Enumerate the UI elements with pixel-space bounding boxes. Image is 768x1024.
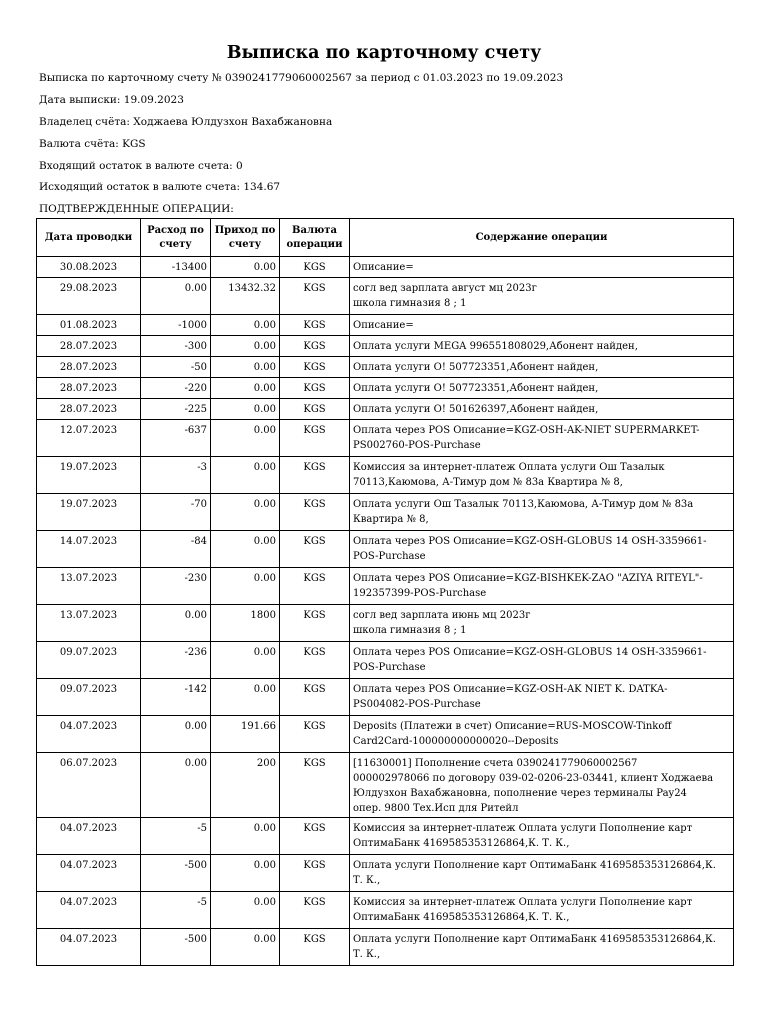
- cell-currency: KGS: [280, 642, 350, 679]
- cell-currency: KGS: [280, 716, 350, 753]
- cell-description: Оплата через POS Описание=KGZ-OSH-AK-NIET SUPERMARKET- PS002760-POS-Purchase: [350, 420, 734, 457]
- cell-debit: -13400: [141, 257, 211, 278]
- cell-description: Оплата услуги О! 501626397,Абонент найден,: [350, 399, 734, 420]
- cell-description: Оплата через POS Описание=KGZ-OSH-AK NIET K. DATKA- PS004082-POS-Purchase: [350, 679, 734, 716]
- cell-description: Оплата через POS Описание=KGZ-OSH-GLOBUS 14 OSH-3359661- POS-Purchase: [350, 642, 734, 679]
- cell-date: 28.07.2023: [37, 357, 141, 378]
- closing-balance-line: Исходящий остаток в валюте счета: 134.67: [39, 181, 281, 193]
- cell-date: 30.08.2023: [37, 257, 141, 278]
- cell-currency: KGS: [280, 892, 350, 929]
- cell-description: Описание=: [350, 257, 734, 278]
- cell-credit: 0.00: [211, 818, 280, 855]
- cell-credit: 0.00: [211, 399, 280, 420]
- cell-credit: 0.00: [211, 378, 280, 399]
- confirmed-operations-label: ПОДТВЕРЖДЕННЫЕ ОПЕРАЦИИ:: [39, 203, 234, 215]
- statement-date-line: Дата выписки: 19.09.2023: [39, 94, 184, 106]
- header-debit: Расход по счету: [141, 219, 211, 257]
- table-row: [37, 494, 734, 531]
- cell-date: 09.07.2023: [37, 642, 141, 679]
- header-row: [37, 219, 734, 257]
- cell-debit: -236: [141, 642, 211, 679]
- table-row: [37, 568, 734, 605]
- table-row: [37, 378, 734, 399]
- cell-credit: 13432.32: [211, 278, 280, 315]
- cell-credit: 0.00: [211, 679, 280, 716]
- cell-debit: -142: [141, 679, 211, 716]
- cell-currency: KGS: [280, 929, 350, 966]
- cell-date: 28.07.2023: [37, 336, 141, 357]
- table-row: [37, 892, 734, 929]
- cell-credit: 0.00: [211, 257, 280, 278]
- cell-debit: -220: [141, 378, 211, 399]
- cell-credit: 0.00: [211, 457, 280, 494]
- cell-currency: KGS: [280, 357, 350, 378]
- cell-credit: 0.00: [211, 531, 280, 568]
- cell-debit: 0.00: [141, 716, 211, 753]
- cell-description: Оплата услуги Ош Тазалык 70113,Каюмова, А-Тимур дом № 83а Квартира № 8,: [350, 494, 734, 531]
- cell-date: 19.07.2023: [37, 457, 141, 494]
- cell-date: 28.07.2023: [37, 399, 141, 420]
- table-row: [37, 457, 734, 494]
- table-row: [37, 357, 734, 378]
- table-row: [37, 531, 734, 568]
- header-credit: Приход по счету: [211, 219, 280, 257]
- cell-date: 04.07.2023: [37, 818, 141, 855]
- table-row: [37, 336, 734, 357]
- cell-debit: -500: [141, 929, 211, 966]
- cell-debit: -637: [141, 420, 211, 457]
- cell-date: 04.07.2023: [37, 892, 141, 929]
- cell-description: Оплата через POS Описание=KGZ-OSH-GLOBUS 14 OSH-3359661- POS-Purchase: [350, 531, 734, 568]
- cell-currency: KGS: [280, 336, 350, 357]
- cell-debit: -5: [141, 818, 211, 855]
- cell-description: Комиссия за интернет-платеж Оплата услуги Пополнение карт ОптимаБанк 4169585353126864,К. Т. К.,: [350, 818, 734, 855]
- operations-table-body: [37, 257, 734, 966]
- cell-description: [11630001] Пополнение счета 0390241779060002567 000002978066 по договору 039-02-0206-23-03441, клиент Ходжаева Юлдузхон Вахабжановна, пополнение через терминалы Pay24 опер. 9800 Тех.Исп для Ритейл: [350, 753, 734, 818]
- header-currency: Валюта операции: [280, 219, 350, 257]
- cell-credit: 0.00: [211, 855, 280, 892]
- cell-date: 13.07.2023: [37, 568, 141, 605]
- cell-date: 04.07.2023: [37, 716, 141, 753]
- cell-currency: KGS: [280, 605, 350, 642]
- cell-debit: -50: [141, 357, 211, 378]
- table-row: [37, 642, 734, 679]
- table-row: [37, 818, 734, 855]
- cell-description: согл вед зарплата август мц 2023г школа гимназия 8 ; 1: [350, 278, 734, 315]
- cell-description: Описание=: [350, 315, 734, 336]
- table-row: [37, 716, 734, 753]
- cell-description: Оплата услуги MEGA 996551808029,Абонент найден,: [350, 336, 734, 357]
- table-row: [37, 399, 734, 420]
- cell-date: 01.08.2023: [37, 315, 141, 336]
- cell-date: 29.08.2023: [37, 278, 141, 315]
- cell-date: 13.07.2023: [37, 605, 141, 642]
- cell-credit: 0.00: [211, 357, 280, 378]
- cell-currency: KGS: [280, 753, 350, 818]
- cell-debit: -225: [141, 399, 211, 420]
- cell-description: Оплата услуги Пополнение карт ОптимаБанк 4169585353126864,К. Т. К.,: [350, 855, 734, 892]
- cell-credit: 1800: [211, 605, 280, 642]
- cell-description: согл вед зарплата июнь мц 2023г школа гимназия 8 ; 1: [350, 605, 734, 642]
- cell-description: Оплата услуги О! 507723351,Абонент найден,: [350, 357, 734, 378]
- cell-date: 09.07.2023: [37, 679, 141, 716]
- cell-credit: 0.00: [211, 336, 280, 357]
- cell-debit: -70: [141, 494, 211, 531]
- cell-description: Оплата через POS Описание=KGZ-BISHKEK-ZAO "AZIYA RITEYL"- 192357399-POS-Purchase: [350, 568, 734, 605]
- cell-debit: 0.00: [141, 753, 211, 818]
- account-currency-line: Валюта счёта: KGS: [39, 138, 146, 150]
- cell-credit: 0.00: [211, 642, 280, 679]
- cell-date: 28.07.2023: [37, 378, 141, 399]
- operations-table: [36, 218, 734, 966]
- cell-currency: KGS: [280, 420, 350, 457]
- account-owner-line: Владелец счёта: Ходжаева Юлдузхон Вахабжановна: [39, 116, 333, 128]
- header-date: Дата проводки: [37, 219, 141, 257]
- cell-currency: KGS: [280, 531, 350, 568]
- cell-currency: KGS: [280, 457, 350, 494]
- cell-currency: KGS: [280, 315, 350, 336]
- cell-credit: 0.00: [211, 315, 280, 336]
- cell-date: 04.07.2023: [37, 929, 141, 966]
- cell-currency: KGS: [280, 679, 350, 716]
- operations-table-header: [37, 219, 734, 257]
- table-row: [37, 855, 734, 892]
- opening-balance-line: Входящий остаток в валюте счета: 0: [39, 160, 243, 172]
- table-row: [37, 257, 734, 278]
- table-row: [37, 420, 734, 457]
- page-title: Выписка по карточному счету: [226, 43, 542, 63]
- cell-currency: KGS: [280, 855, 350, 892]
- table-row: [37, 315, 734, 336]
- cell-currency: KGS: [280, 278, 350, 315]
- cell-currency: KGS: [280, 568, 350, 605]
- cell-description: Оплата услуги О! 507723351,Абонент найден,: [350, 378, 734, 399]
- statement-period-line: Выписка по карточному счету № 0390241779060002567 за период с 01.03.2023 по 19.09.2023: [39, 72, 564, 84]
- cell-description: Комиссия за интернет-платеж Оплата услуги Ош Тазалык 70113,Каюмова, А-Тимур дом № 83а Квартира № 8,: [350, 457, 734, 494]
- table-row: [37, 278, 734, 315]
- cell-debit: 0.00: [141, 278, 211, 315]
- cell-date: 06.07.2023: [37, 753, 141, 818]
- cell-debit: -3: [141, 457, 211, 494]
- cell-credit: 200: [211, 753, 280, 818]
- cell-credit: 0.00: [211, 494, 280, 531]
- table-row: [37, 605, 734, 642]
- cell-credit: 0.00: [211, 929, 280, 966]
- cell-description: Оплата услуги Пополнение карт ОптимаБанк 4169585353126864,К. Т. К.,: [350, 929, 734, 966]
- cell-debit: -500: [141, 855, 211, 892]
- cell-date: 12.07.2023: [37, 420, 141, 457]
- table-row: [37, 929, 734, 966]
- cell-debit: -300: [141, 336, 211, 357]
- cell-description: Deposits (Платежи в счет) Описание=RUS-MOSCOW-Tinkoff Card2Card-100000000000020--Deposits: [350, 716, 734, 753]
- cell-credit: 191.66: [211, 716, 280, 753]
- cell-currency: KGS: [280, 818, 350, 855]
- cell-currency: KGS: [280, 494, 350, 531]
- cell-debit: -84: [141, 531, 211, 568]
- cell-debit: -5: [141, 892, 211, 929]
- cell-currency: KGS: [280, 257, 350, 278]
- cell-date: 04.07.2023: [37, 855, 141, 892]
- table-row: [37, 753, 734, 818]
- cell-date: 14.07.2023: [37, 531, 141, 568]
- cell-credit: 0.00: [211, 892, 280, 929]
- cell-date: 19.07.2023: [37, 494, 141, 531]
- header-description: Содержание операции: [350, 219, 734, 257]
- cell-currency: KGS: [280, 399, 350, 420]
- cell-debit: -230: [141, 568, 211, 605]
- cell-debit: 0.00: [141, 605, 211, 642]
- table-row: [37, 679, 734, 716]
- cell-debit: -1000: [141, 315, 211, 336]
- cell-description: Комиссия за интернет-платеж Оплата услуги Пополнение карт ОптимаБанк 4169585353126864,К. Т. К.,: [350, 892, 734, 929]
- cell-credit: 0.00: [211, 568, 280, 605]
- cell-currency: KGS: [280, 378, 350, 399]
- cell-credit: 0.00: [211, 420, 280, 457]
